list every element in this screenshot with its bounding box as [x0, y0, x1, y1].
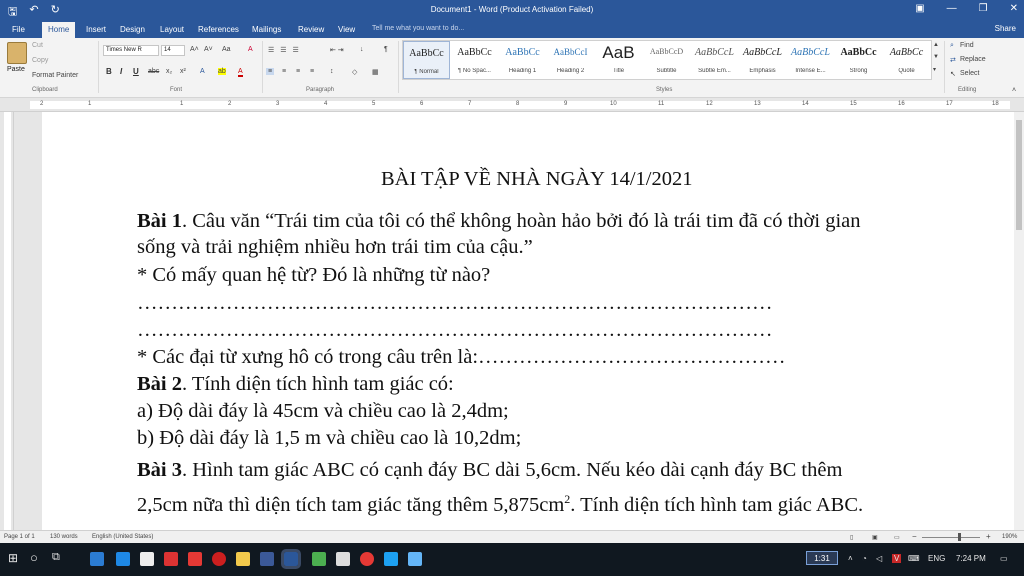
chrome-icon[interactable]	[360, 552, 374, 566]
app-icon[interactable]	[188, 552, 202, 566]
line-spacing-button[interactable]: ↕	[330, 68, 334, 75]
tab-design[interactable]: Design	[120, 25, 145, 34]
style-name: Subtitle	[656, 68, 677, 74]
vertical-ruler[interactable]	[0, 112, 14, 530]
style-name: Heading 1	[508, 68, 537, 74]
ruler-number: 8	[516, 101, 520, 107]
italic-button[interactable]: I	[120, 67, 123, 76]
styles-more-icon[interactable]: ▾	[933, 67, 937, 73]
ruler-number: 2	[40, 101, 44, 107]
save-icon[interactable]: 🖫	[8, 6, 18, 18]
undo-icon[interactable]: ↶	[29, 4, 39, 16]
mail-icon[interactable]	[140, 552, 154, 566]
document-page[interactable]	[42, 112, 1014, 530]
tab-references[interactable]: References	[198, 25, 239, 34]
align-right-button[interactable]: ≡	[296, 68, 301, 75]
status-bar	[0, 530, 1024, 543]
exercise-2-text: . Tính diện tích hình tam giác có:	[182, 373, 454, 395]
find-button[interactable]: Find	[960, 42, 974, 49]
horizontal-ruler[interactable]	[0, 98, 1024, 112]
style-name: Strong	[849, 68, 868, 74]
style-normal[interactable]	[403, 41, 450, 79]
shading-button[interactable]: ◇	[352, 69, 358, 76]
exercise-2-line	[137, 373, 454, 396]
style-sample: AaBbCc	[840, 47, 877, 58]
clipboard-group-label: Clipboard	[32, 87, 58, 93]
style-name: Quote	[898, 68, 915, 74]
show-marks-button[interactable]: ¶	[384, 46, 388, 53]
borders-button[interactable]: ▦	[372, 69, 379, 76]
zoom-in-icon[interactable]: +	[986, 532, 991, 541]
style-sample: AaBbCc	[409, 48, 444, 59]
paste-icon[interactable]	[7, 42, 27, 64]
underline-button[interactable]: U	[133, 67, 139, 76]
network-icon[interactable]: ◔	[862, 554, 867, 563]
ribbon-home	[0, 38, 1024, 98]
tab-insert[interactable]: Insert	[86, 25, 107, 34]
ruler-number: 13	[754, 101, 761, 107]
exercise-1-line-2: sống và trải nghiệm nhiều hơn trái tim của cậu.”	[137, 236, 533, 258]
style-sample: AaB	[602, 43, 635, 62]
justify-button[interactable]: ≡	[310, 68, 315, 75]
exercise-1-line-1	[137, 210, 861, 233]
tab-file[interactable]: File	[12, 25, 25, 34]
tell-me-search[interactable]: Tell me what you want to do...	[372, 25, 465, 32]
style-heading-2[interactable]	[547, 41, 594, 79]
clock[interactable]: 7:24 PM	[956, 554, 986, 563]
store-icon[interactable]	[336, 552, 350, 566]
exercise-2-label: Bài 2	[137, 373, 182, 395]
ruler-number: 5	[372, 101, 376, 107]
exercise-1-label: Bài 1	[137, 210, 182, 232]
align-left-button[interactable]: ≡	[268, 68, 273, 75]
zoom-out-icon[interactable]: −	[912, 532, 917, 541]
indent-button[interactable]: ⇤ ⇥	[330, 47, 344, 54]
subscript-button[interactable]: x₂	[166, 68, 173, 75]
ruler-number: 17	[946, 101, 953, 107]
vertical-ruler-track	[4, 112, 11, 530]
share-button[interactable]: Share	[994, 24, 1016, 33]
style-no-spacing[interactable]	[451, 41, 498, 79]
question-2: * Các đại từ xưng hô có trong câu trên là:………………………………………	[137, 346, 786, 368]
style-name: ¶ No Spac...	[458, 68, 491, 74]
sort-button[interactable]: ↓	[360, 46, 364, 53]
title-bar	[0, 0, 1024, 22]
ruler-number: 1	[180, 101, 184, 107]
exercise-3-line-1	[137, 459, 842, 482]
time-input[interactable]: 1:31	[806, 551, 838, 565]
document-area	[0, 112, 1024, 530]
style-intense-emphasis[interactable]	[787, 41, 834, 79]
bullets-button[interactable]: ☰ ☰ ☰	[268, 47, 301, 54]
exercise-2-part-a: a) Độ dài đáy là 45cm và chiều cao là 2,4dm;	[137, 400, 509, 422]
style-title[interactable]	[595, 41, 642, 79]
style-name: Intense E...	[795, 68, 826, 74]
style-subtitle[interactable]	[643, 41, 690, 79]
style-sample: AaBbCcL	[791, 47, 830, 58]
ruler-number: 16	[898, 101, 905, 107]
replace-icon: ⇄	[950, 57, 956, 64]
notifications-icon[interactable]: ▭	[1000, 554, 1008, 563]
font-family-select[interactable]: Times New R	[103, 45, 159, 56]
window-title: Document1 - Word (Product Activation Failed)	[430, 5, 594, 14]
keyboard-icon[interactable]: ⌨	[908, 554, 920, 563]
answer-dots-2: …………………………………………………………………………………	[137, 319, 773, 341]
language-status[interactable]: English (United States)	[92, 534, 154, 540]
edge-icon[interactable]	[116, 552, 130, 566]
exercise-3-text-a: 2,5cm nữa thì diện tích tam giác tăng thêm 5,875cm	[137, 494, 565, 516]
find-icon: ⌕	[950, 42, 954, 49]
exercise-3-text: . Hình tam giác ABC có cạnh đáy BC dài 5,6cm. Nếu kéo dài cạnh đáy BC thêm	[182, 459, 843, 481]
styles-scroll-up-icon[interactable]: ▲	[933, 42, 939, 48]
bold-button[interactable]: B	[106, 67, 112, 76]
ruler-number: 1	[88, 101, 92, 107]
divider	[262, 41, 263, 93]
style-name: Title	[612, 68, 625, 74]
font-color-button[interactable]: A	[238, 68, 243, 75]
vscode-icon[interactable]	[90, 552, 104, 566]
opera-icon[interactable]	[212, 552, 226, 566]
copy-button[interactable]: Copy	[32, 57, 49, 64]
restore-button[interactable]: ❐	[978, 3, 988, 14]
taskbar	[0, 543, 1024, 576]
style-sample: AaBbCcL	[743, 47, 782, 58]
shrink-font-button[interactable]: A˅	[204, 46, 213, 53]
minimize-button[interactable]: —	[946, 3, 957, 14]
divider	[398, 41, 399, 93]
exercise-1-text: . Câu văn “Trái tim của tôi có thể không hoàn hảo bởi đó là trái tim đã có thời gian	[182, 210, 861, 232]
app-icon[interactable]	[312, 552, 326, 566]
exercise-3-text-b: . Tính diện tích hình tam giác ABC.	[570, 494, 864, 516]
style-sample: AaBbCc	[457, 47, 492, 58]
page-count[interactable]: Page 1 of 1	[4, 534, 35, 540]
language-indicator[interactable]: ENG	[928, 554, 946, 563]
antivirus-icon[interactable]: V	[894, 554, 900, 563]
highlight-button[interactable]: ab	[218, 68, 226, 75]
web-layout-icon[interactable]: ▭	[894, 535, 900, 541]
style-emphasis[interactable]	[739, 41, 786, 79]
format-painter-button[interactable]: Format Painter	[32, 72, 79, 79]
ruler-number: 4	[324, 101, 328, 107]
clear-format-button[interactable]: A	[248, 46, 253, 53]
change-case-button[interactable]: Aa	[222, 46, 231, 53]
font-size-select[interactable]: 14	[161, 45, 185, 56]
style-name: Heading 2	[556, 68, 585, 74]
styles-group-label: Styles	[656, 87, 673, 93]
tray-chevron-icon[interactable]: ˄	[848, 554, 853, 563]
app-icon[interactable]	[384, 552, 398, 566]
style-sample: AaBbCcI	[553, 47, 588, 57]
ribbon-tabs	[0, 22, 1024, 38]
ruler-number: 14	[802, 101, 809, 107]
ruler-number: 12	[706, 101, 713, 107]
style-name: Subtle Em...	[698, 68, 731, 74]
ruler-number: 15	[850, 101, 857, 107]
ruler-number: 11	[658, 101, 665, 107]
style-name: ¶ Normal	[414, 69, 439, 75]
zoom-slider-thumb[interactable]	[958, 533, 961, 541]
text-effects-button[interactable]: A	[200, 68, 205, 75]
cut-button[interactable]: Cut	[32, 42, 43, 49]
style-strong[interactable]	[835, 41, 882, 79]
app-icon[interactable]	[164, 552, 178, 566]
question-1: * Có mấy quan hệ từ? Đó là những từ nào?	[137, 264, 491, 286]
grow-font-button[interactable]: A˄	[190, 46, 199, 53]
scrollbar-thumb[interactable]	[1016, 120, 1022, 230]
style-name: Emphasis	[749, 68, 776, 74]
paragraph-group-label: Paragraph	[306, 87, 335, 93]
paste-button[interactable]: Paste	[7, 66, 25, 73]
tab-mailings[interactable]: Mailings	[252, 25, 282, 34]
ribbon-display-icon[interactable]: ▣	[915, 3, 925, 14]
font-group-label: Font	[170, 87, 183, 93]
ruler-number: 7	[468, 101, 472, 107]
style-sample: AaBbCcL	[695, 47, 734, 58]
tab-home[interactable]: Home	[42, 22, 75, 38]
exercise-3-line-2	[137, 494, 863, 517]
style-sample: AaBbCc	[505, 47, 540, 58]
vertical-scrollbar[interactable]	[1014, 112, 1024, 530]
divider	[98, 41, 99, 93]
align-center-button[interactable]: ≡	[282, 68, 287, 75]
word-icon[interactable]	[284, 552, 298, 566]
word-count[interactable]: 130 words	[50, 534, 78, 540]
ruler-number: 9	[564, 101, 568, 107]
window-controls	[915, 3, 1018, 14]
style-sample: AaBbCcD	[649, 47, 684, 56]
style-quote[interactable]	[883, 41, 930, 79]
superscript-2: 2	[564, 492, 571, 507]
style-subtle-emphasis[interactable]	[691, 41, 738, 79]
task-view-icon[interactable]: ⧉	[52, 551, 60, 563]
divider	[944, 41, 945, 93]
ruler-number: 10	[610, 101, 617, 107]
collapse-ribbon-icon[interactable]: ˄	[1012, 87, 1017, 94]
strikethrough-button[interactable]: abc	[148, 68, 160, 75]
superscript-button[interactable]: x²	[180, 68, 186, 75]
styles-scroll-down-icon[interactable]: ▼	[933, 54, 939, 60]
windows-start-icon[interactable]: ⊞	[8, 551, 19, 565]
answer-dots-1: …………………………………………………………………………………	[137, 292, 773, 314]
ruler-number: 18	[992, 101, 999, 107]
ruler-number: 3	[276, 101, 280, 107]
volume-icon[interactable]: ◁	[876, 554, 883, 563]
tab-view[interactable]: View	[338, 25, 356, 34]
replace-button[interactable]: Replace	[960, 56, 986, 63]
select-button[interactable]: Select	[960, 70, 980, 77]
exercise-2-part-b: b) Độ dài đáy là 1,5 m và chiều cao là 10,2dm;	[137, 427, 522, 449]
print-layout-icon[interactable]: ▣	[872, 535, 878, 541]
exercise-3-label: Bài 3	[137, 459, 182, 481]
close-button[interactable]: ✕	[1009, 3, 1018, 14]
ruler-track	[30, 101, 1010, 109]
facebook-icon[interactable]	[260, 552, 274, 566]
tab-review[interactable]: Review	[298, 25, 325, 34]
ruler-number: 2	[228, 101, 232, 107]
redo-icon[interactable]: ↻	[50, 4, 60, 16]
file-explorer-icon[interactable]	[236, 552, 250, 566]
styles-gallery	[402, 40, 932, 80]
select-icon: ↖	[950, 71, 956, 78]
search-icon[interactable]: ○	[30, 550, 38, 565]
editing-group-label: Editing	[958, 87, 977, 93]
zoom-level[interactable]: 190%	[1002, 534, 1018, 540]
read-mode-icon[interactable]: ▯	[850, 535, 854, 541]
tab-layout[interactable]: Layout	[160, 25, 185, 34]
app-icon[interactable]	[408, 552, 422, 566]
document-heading: BÀI TẬP VỀ NHÀ NGÀY 14/1/2021	[381, 168, 693, 190]
style-sample: AaBbCc	[889, 47, 924, 58]
ruler-number: 6	[420, 101, 424, 107]
style-heading-1[interactable]	[499, 41, 546, 79]
zoom-slider[interactable]	[922, 537, 980, 538]
